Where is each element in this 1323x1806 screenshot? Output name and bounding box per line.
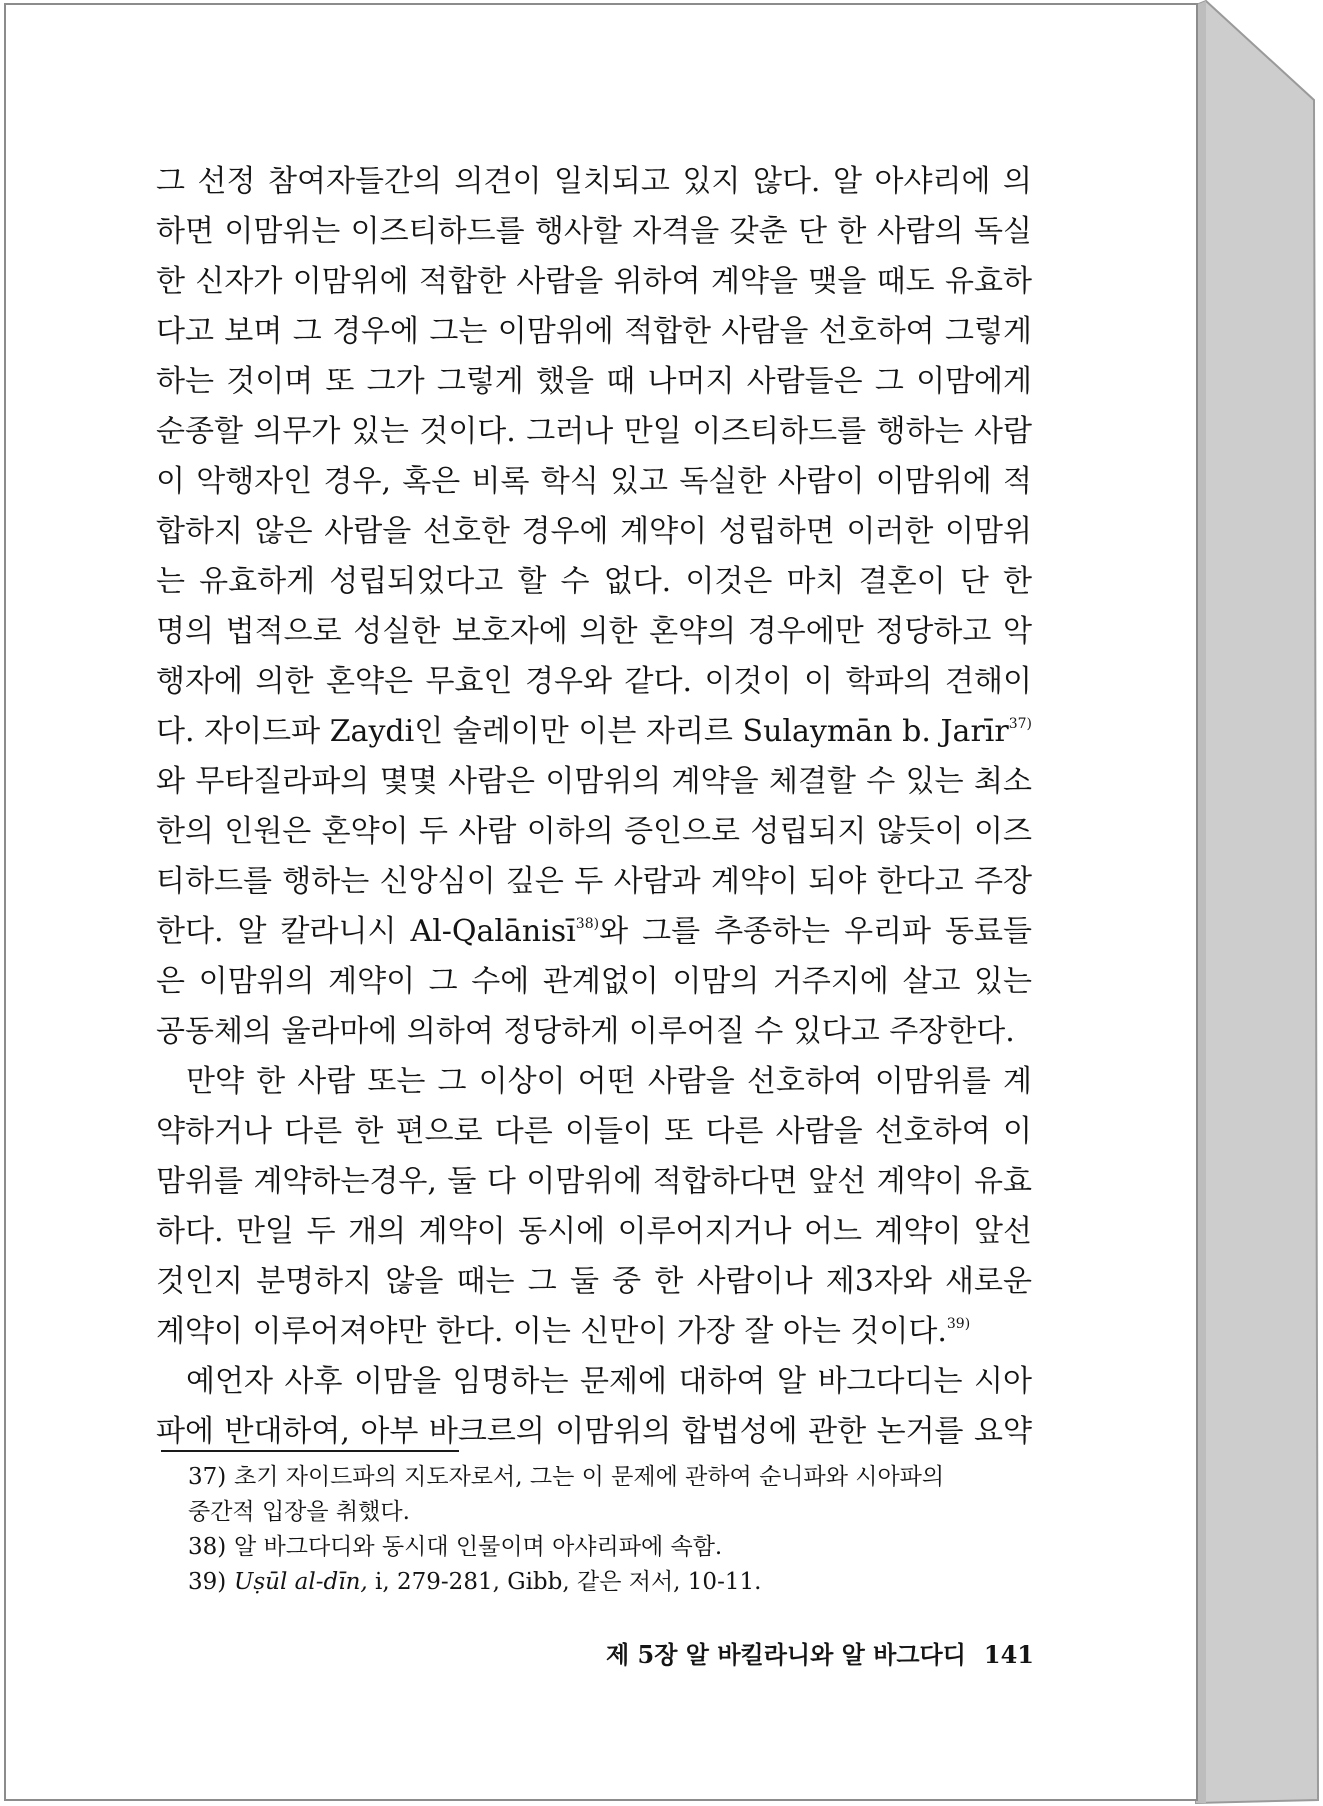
chapter-title: 제 5장 알 바킬라니와 알 바그다디 <box>606 1640 966 1669</box>
text-line: 명의 법적으로 성실한 보호자에 의한 혼약의 경우에만 정당하고 악 <box>156 614 1032 649</box>
text-line: 공동체의 울라마에 의하여 정당하게 이루어질 수 있다고 주장한다. <box>156 1014 1015 1049</box>
text-line: 한의 인원은 혼약이 두 사람 이하의 증인으로 성립되지 않듯이 이즈 <box>156 814 1032 849</box>
text-line: 는 유효하게 성립되었다고 할 수 없다. 이것은 마치 결혼이 단 한 <box>156 564 1032 599</box>
text-line: 파에 반대하여, 아부 바크르의 이맘위의 합법성에 관한 논거를 요약 <box>156 1414 1032 1449</box>
text-segment: 한다. 알 칼라니시 Al-Qalānisī <box>156 914 576 949</box>
footnote-number: 37) <box>188 1464 227 1490</box>
footnote-38 <box>188 1530 1028 1565</box>
text-line: 이 악행자인 경우, 혹은 비록 학식 있고 독실한 사람이 이맘위에 적 <box>156 464 1032 499</box>
footnote-text: 알 바그다디와 동시대 인물이며 아샤리파에 속함. <box>234 1534 723 1560</box>
footnotes <box>188 1460 1028 1600</box>
body-text <box>156 157 1032 1457</box>
footnote-text: i, 279-281, Gibb, 같은 저서, 10-11. <box>367 1569 762 1595</box>
footnote-divider <box>161 1450 459 1452</box>
text-line: 하는 것이며 또 그가 그렇게 했을 때 나머지 사람들은 그 이맘에게 <box>156 364 1032 399</box>
text-segment: 계약이 이루어져야만 한다. 이는 신만이 가장 잘 아는 것이다. <box>156 1314 947 1349</box>
footnote-text: 초기 자이드파의 지도자로서, 그는 이 문제에 관하여 순니파와 시아파의 <box>234 1464 945 1490</box>
footnote-book-title: Uṣūl al-dīn, <box>234 1569 368 1595</box>
page-number: 141 <box>983 1640 1034 1669</box>
text-line: 만약 한 사람 또는 그 이상이 어떤 사람을 선호하여 이맘위를 계 <box>186 1064 1032 1099</box>
footnote-ref-38[interactable]: 38) <box>575 916 600 932</box>
text-line <box>156 907 1032 957</box>
text-line: 행자에 의한 혼약은 무효인 경우와 같다. 이것이 이 학파의 견해이 <box>156 664 1032 699</box>
text-line: 약하거나 다른 한 편으로 다른 이들이 또 다른 사람을 선호하여 이 <box>156 1114 1032 1149</box>
text-line: 것인지 분명하지 않을 때는 그 둘 중 한 사람이나 제3자와 새로운 <box>156 1264 1032 1299</box>
footnote-number: 39) <box>188 1569 227 1595</box>
footnote-ref-39[interactable]: 39) <box>946 1316 971 1332</box>
text-line <box>156 707 1032 757</box>
text-line: 하면 이맘위는 이즈티하드를 행사할 자격을 갖춘 단 한 사람의 독실 <box>156 214 1032 249</box>
text-segment: 다. 자이드파 Zaydi인 술레이만 이븐 자리르 Sulaymān b. Jarīr <box>156 714 1009 749</box>
footnote-39 <box>188 1565 1028 1600</box>
text-segment: 와 그를 추종하는 우리파 동료들 <box>599 914 1032 949</box>
text-line: 순종할 의무가 있는 것이다. 그러나 만일 이즈티하드를 행하는 사람 <box>156 414 1032 449</box>
running-footer <box>566 1635 1034 1670</box>
footnote-37 <box>188 1460 1028 1495</box>
text-line: 은 이맘위의 계약이 그 수에 관계없이 이맘의 거주지에 살고 있는 <box>156 964 1032 999</box>
footnote-37-continued: 중간적 입장을 취했다. <box>188 1499 410 1525</box>
text-line: 다고 보며 그 경우에 그는 이맘위에 적합한 사람을 선호하여 그렇게 <box>156 314 1032 349</box>
text-line: 예언자 사후 이맘을 임명하는 문제에 대하여 알 바그다디는 시아 <box>186 1364 1032 1399</box>
text-line <box>156 1307 1032 1357</box>
text-line: 합하지 않은 사람을 선호한 경우에 계약이 성립하면 이러한 이맘위 <box>156 514 1032 549</box>
text-line: 티하드를 행하는 신앙심이 깊은 두 사람과 계약이 되야 한다고 주장 <box>156 864 1032 899</box>
text-line: 그 선정 참여자들간의 의견이 일치되고 있지 않다. 알 아샤리에 의 <box>156 164 1032 199</box>
text-line: 한 신자가 이맘위에 적합한 사람을 위하여 계약을 맺을 때도 유효하 <box>156 264 1032 299</box>
book-page <box>4 3 1198 1801</box>
footnote-number: 38) <box>188 1534 227 1560</box>
text-line: 맘위를 계약하는경우, 둘 다 이맘위에 적합하다면 앞선 계약이 유효 <box>156 1164 1032 1199</box>
footnote-ref-37[interactable]: 37) <box>1008 716 1032 732</box>
text-line: 하다. 만일 두 개의 계약이 동시에 이루어지거나 어느 계약이 앞선 <box>156 1214 1032 1249</box>
text-line: 와 무타질라파의 몇몇 사람은 이맘위의 계약을 체결할 수 있는 최소 <box>156 764 1032 799</box>
